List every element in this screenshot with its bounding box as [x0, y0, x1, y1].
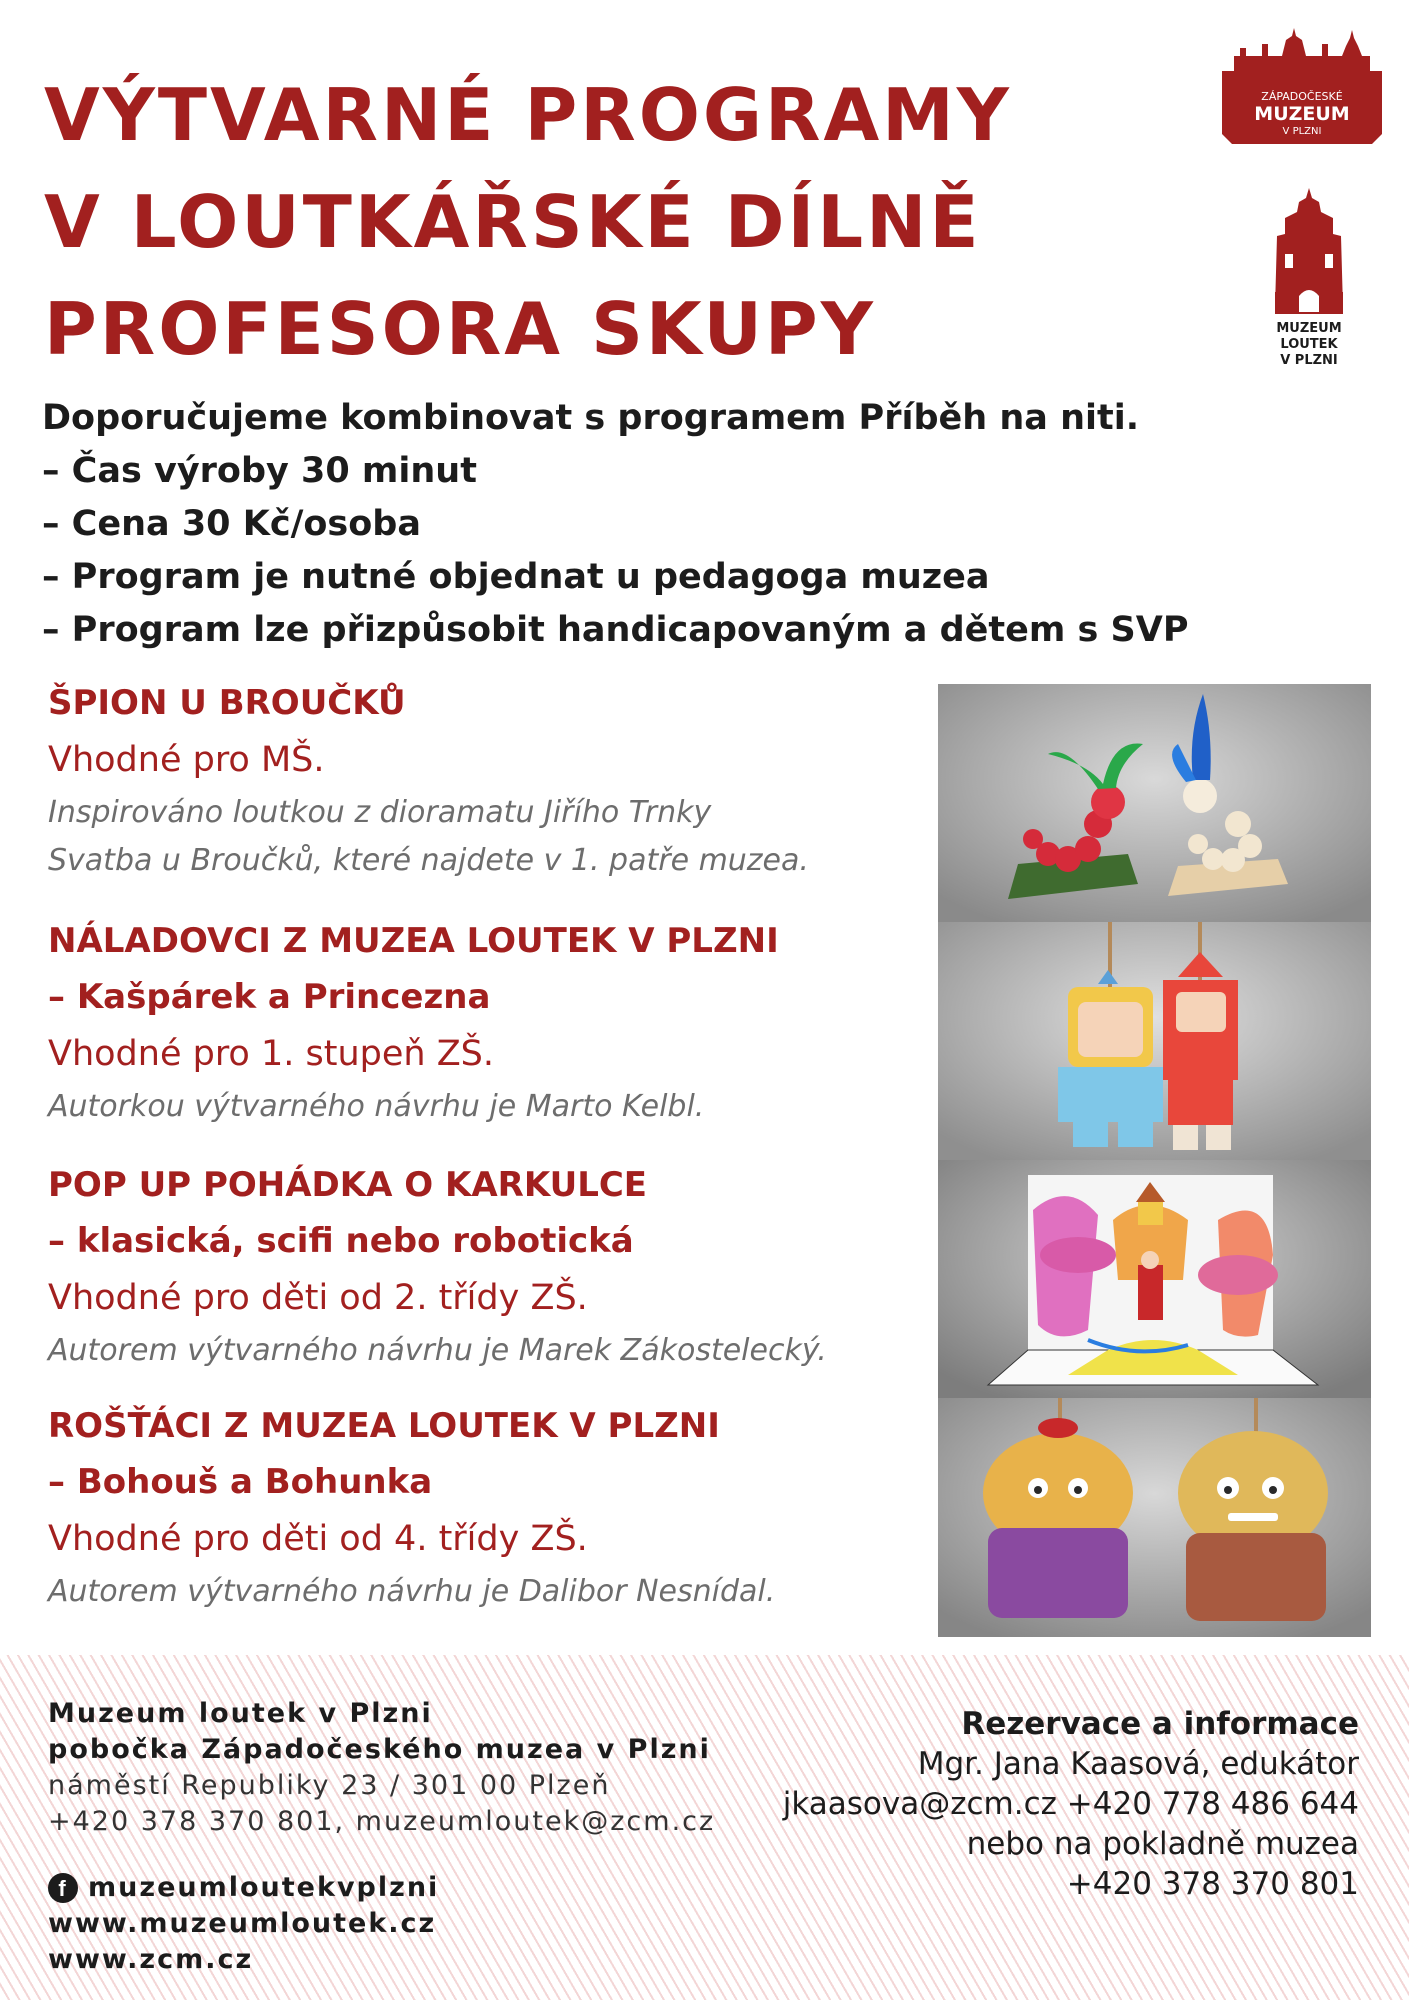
contact-cashdesk-phone: +420 378 370 801	[1066, 1866, 1359, 1902]
page-title	[44, 62, 1012, 383]
museum-name: Muzeum loutek v Plzni	[48, 1698, 433, 1729]
contact-person: Mgr. Jana Kaasová, edukátor	[917, 1746, 1359, 1782]
title-line-3: PROFESORA SKUPY	[44, 287, 876, 371]
zcm-museum-logo	[1222, 26, 1382, 148]
program-subtitle: – klasická, scifi nebo robotická	[48, 1221, 634, 1261]
intro-list	[42, 392, 1362, 657]
program-title: ŠPION U BROUČKŮ	[48, 683, 406, 723]
photo-popup-red-riding-hood	[938, 1160, 1371, 1398]
program-description: Autorem výtvarného návrhu je Dalibor Nesnídal.	[48, 1574, 776, 1609]
facebook-link[interactable]	[48, 1870, 439, 1906]
program-suitability: Vhodné pro MŠ.	[48, 740, 325, 780]
zcm-logo-line3: V PLZNI	[1282, 126, 1322, 137]
zcm-logo-line1: ZÁPADOČESKÉ	[1261, 90, 1343, 103]
intro-line: – Program je nutné objednat u pedagoga muzea	[42, 557, 990, 597]
website-link-zcm[interactable]: www.zcm.cz	[48, 1944, 254, 1975]
title-line-1: VÝTVARNÉ PROGRAMY	[44, 73, 1012, 157]
program-suitability: Vhodné pro děti od 4. třídy ZŠ.	[48, 1519, 588, 1559]
program-description: Autorkou výtvarného návrhu je Marto Kelbl.	[48, 1089, 705, 1124]
footer-social	[48, 1870, 439, 1978]
program-naladovci	[48, 913, 928, 1131]
program-description: Autorem výtvarného návrhu je Marek Zákostelecký.	[48, 1333, 827, 1368]
program-suitability: Vhodné pro 1. stupeň ZŠ.	[48, 1034, 495, 1074]
footer-reservation	[783, 1704, 1359, 1904]
photo-caterpillar-puppets	[938, 684, 1371, 922]
program-spion-u-broucku	[48, 675, 928, 885]
program-subtitle: – Bohouš a Bohunka	[48, 1462, 433, 1502]
contact-email-phone: jkaasova@zcm.cz +420 778 486 644	[782, 1786, 1359, 1822]
museum-address: náměstí Republiky 23 / 301 00 Plzeň	[48, 1770, 611, 1801]
facebook-icon: f	[48, 1873, 78, 1903]
program-description: Inspirováno loutkou z dioramatu Jiřího Trnky	[48, 795, 712, 830]
intro-line: Doporučujeme kombinovat s programem Příběh na niti.	[42, 398, 1140, 438]
zcm-logo-line2: MUZEUM	[1254, 103, 1350, 125]
ml-logo-line2: LOUTEK	[1280, 337, 1338, 352]
program-title: ROŠŤÁCI Z MUZEA LOUTEK V PLZNI	[48, 1406, 720, 1446]
intro-line: – Program lze přizpůsobit handicapovaným a dětem s SVP	[42, 610, 1189, 650]
website-link-muzeumloutek[interactable]: www.muzeumloutek.cz	[48, 1908, 437, 1939]
program-subtitle: – Kašpárek a Princezna	[48, 977, 491, 1017]
ml-logo-line3: V PLZNI	[1280, 353, 1338, 368]
ml-logo-line1: MUZEUM	[1276, 321, 1342, 336]
program-description: Svatba u Broučků, které najdete v 1. patře muzea.	[48, 843, 809, 878]
photo-column	[938, 684, 1371, 1637]
program-rostaci	[48, 1398, 928, 1616]
intro-line: – Čas výroby 30 minut	[42, 451, 477, 491]
program-pop-up-karkulka	[48, 1157, 928, 1375]
program-title: POP UP POHÁDKA O KARKULCE	[48, 1165, 648, 1205]
photo-bohous-bohunka-puppets	[938, 1398, 1371, 1637]
footer-contact-left	[48, 1696, 715, 1840]
photo-princess-kasparek-puppets	[938, 922, 1371, 1160]
museum-phone-email: +420 378 370 801, muzeumloutek@zcm.cz	[48, 1806, 716, 1837]
program-title: NÁLADOVCI Z MUZEA LOUTEK V PLZNI	[48, 921, 779, 961]
puppet-museum-logo	[1263, 188, 1355, 372]
footer	[0, 1655, 1409, 2000]
facebook-handle: muzeumloutekvplzni	[88, 1872, 440, 1903]
title-line-2: V LOUTKÁŘSKÉ DÍLNĚ	[44, 180, 982, 264]
museum-branch: pobočka Západočeského muzea v Plzni	[48, 1734, 711, 1765]
program-suitability: Vhodné pro děti od 2. třídy ZŠ.	[48, 1278, 588, 1318]
reservation-heading: Rezervace a informace	[961, 1706, 1359, 1742]
intro-line: – Cena 30 Kč/osoba	[42, 504, 421, 544]
contact-alt: nebo na pokladně muzea	[966, 1826, 1359, 1862]
